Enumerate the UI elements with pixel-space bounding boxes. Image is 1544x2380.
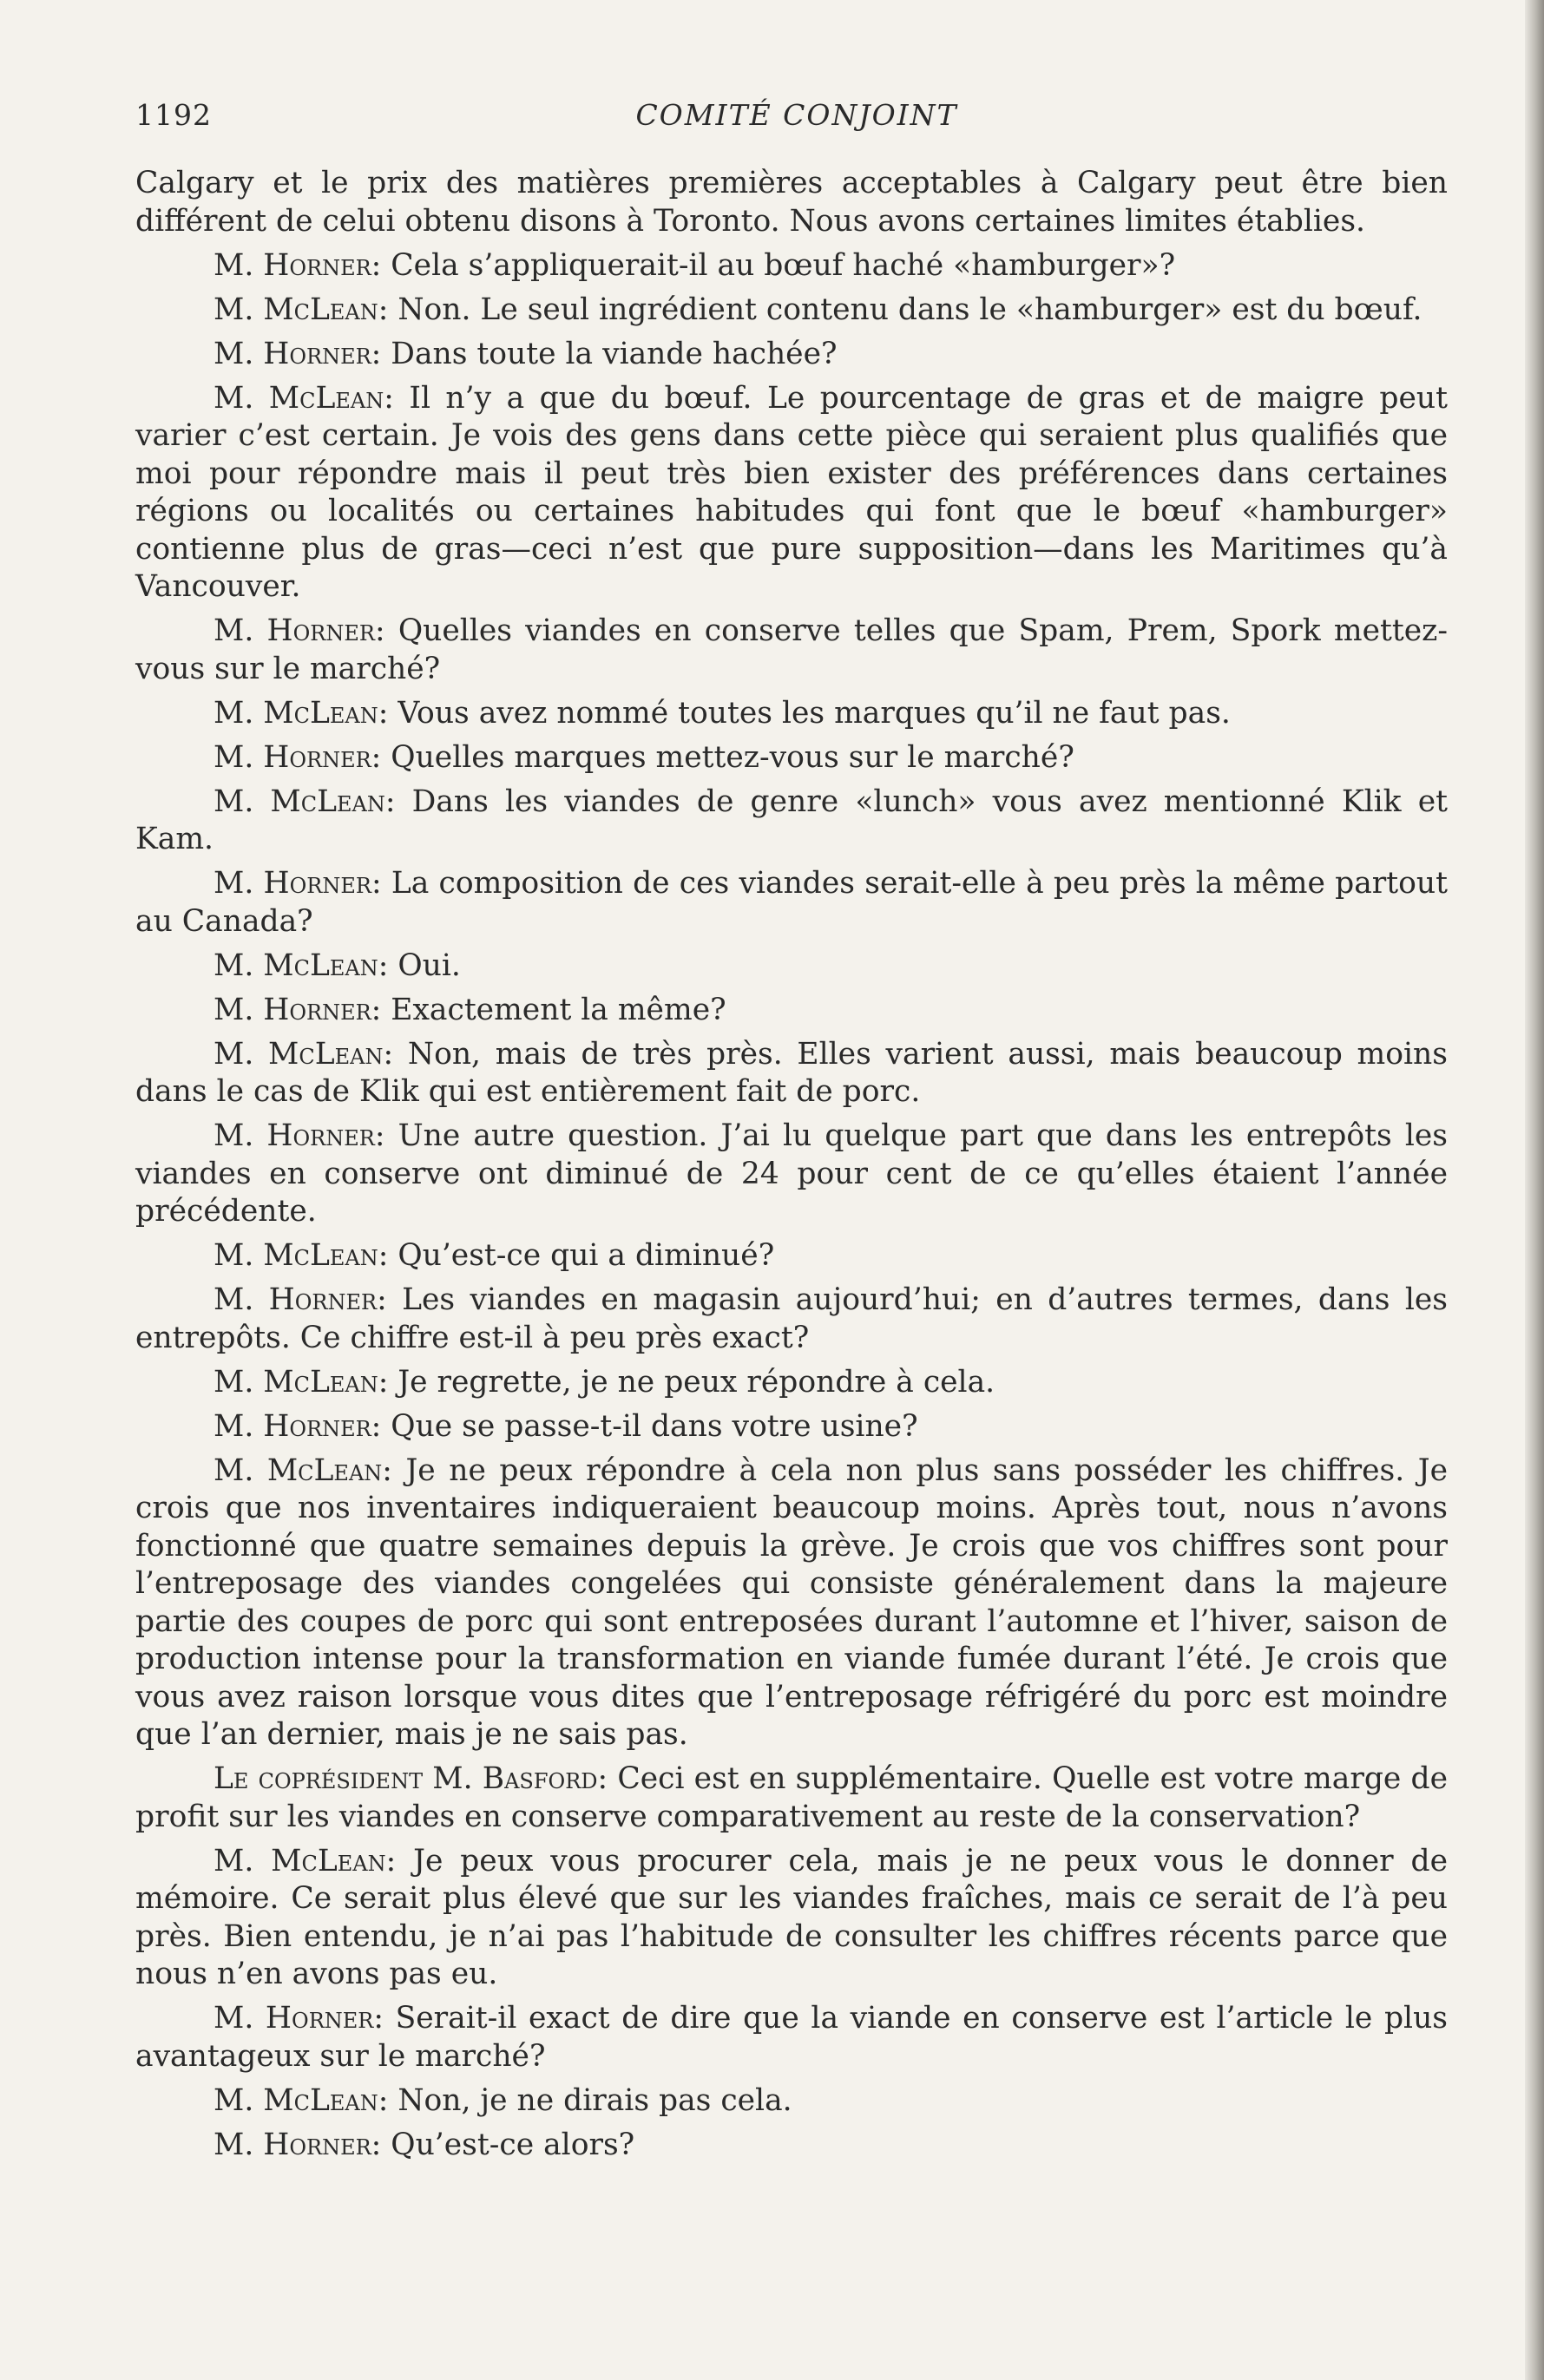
- paragraph-text: Ceci est en supplémentaire. Quelle est votre marge de profit sur les viandes en conserve comparativement au reste de la conservation?: [135, 1761, 1448, 1834]
- paragraph-text: Serait-il exact de dire que la viande en conserve est l’article le plus avantageux sur le marché?: [135, 2001, 1448, 2074]
- paragraph: [135, 2000, 1448, 2075]
- paragraph-text: Je ne peux répondre à cela non plus sans posséder les chiffres. Je crois que nos inventaires indiqueraient beaucoup moins. Après tout, nous n’avons fonctionné que quatre semaines depuis la grève. Je crois que vos chiffres sont pour l’entreposage des viandes congelées qui consiste généralement dans la majeure partie des coupes de porc qui sont entreposées durant l’automne et l’hiver, saison de production intense pour la transformation en viande fumée durant l’été. Je crois que vous avez raison lorsque vous dites que l’entreposage réfrigéré du porc est moindre que l’an dernier, mais je ne sais pas.: [135, 1452, 1449, 1752]
- speaker-name: M. Horner:: [214, 739, 382, 775]
- paragraph: [135, 613, 1448, 688]
- paragraph-text: Exactement la même?: [391, 992, 726, 1027]
- running-title: COMITÉ CONJOINT: [635, 98, 958, 132]
- paragraph: [135, 865, 1448, 941]
- paragraph-text: Vous avez nommé toutes les marques qu’il ne faut pas.: [397, 695, 1231, 731]
- speaker-name: M. McLean:: [214, 1364, 389, 1400]
- paragraph: [135, 165, 1448, 240]
- paragraph: [135, 1118, 1448, 1231]
- paragraph-text: Quelles marques mettez-vous sur le marché?: [391, 739, 1074, 775]
- paragraph-text: Dans les viandes de genre «lunch» vous avez mentionné Klik et Kam.: [135, 783, 1448, 856]
- speaker-name: M. Horner:: [214, 1282, 387, 1317]
- speaker-name: M. Horner:: [214, 992, 382, 1027]
- paragraph-text: Non, mais de très près. Elles varient aussi, mais beaucoup moins dans le cas de Klik qui est entièrement fait de porc.: [135, 1036, 1448, 1109]
- speaker-name: M. McLean:: [214, 1036, 394, 1072]
- page-header: [135, 94, 1458, 137]
- paragraph-text: Non, je ne dirais pas cela.: [397, 2082, 792, 2118]
- speaker-name: M. Horner:: [214, 247, 382, 283]
- speaker-name: M. Horner:: [214, 2127, 382, 2162]
- paragraph: [135, 1282, 1448, 1357]
- paragraph-text: Calgary et le prix des matières premières acceptables à Calgary peut être bien différent de celui obtenu disons à Toronto. Nous avons certaines limites établies.: [135, 166, 1448, 239]
- paragraph-text: Dans toute la viande hachée?: [391, 336, 838, 371]
- paragraph: [135, 1452, 1448, 1754]
- paragraph: [135, 947, 1448, 986]
- paragraph-text: Qu’est-ce alors?: [391, 2127, 635, 2162]
- paragraph: [135, 1760, 1448, 1836]
- page-edge: [1525, 0, 1544, 2380]
- paragraph: [135, 1364, 1448, 1402]
- paragraph: [135, 380, 1448, 606]
- paragraph: [135, 739, 1448, 777]
- speaker-name: M. McLean:: [214, 380, 394, 416]
- paragraph: [135, 1408, 1448, 1446]
- speaker-name: M. Horner:: [214, 1408, 382, 1444]
- document-body: [135, 165, 1448, 2171]
- speaker-name: M. McLean:: [214, 783, 396, 819]
- paragraph: [135, 292, 1448, 330]
- paragraph-text: Je regrette, je ne peux répondre à cela.: [397, 1364, 995, 1400]
- paragraph: [135, 1036, 1448, 1111]
- paragraph-text: Les viandes en magasin aujourd’hui; en d’autres termes, dans les entrepôts. Ce chiffre est-il à peu près exact?: [135, 1282, 1448, 1355]
- paragraph: [135, 336, 1448, 374]
- paragraph: [135, 695, 1448, 733]
- speaker-name: M. Horner:: [214, 613, 385, 648]
- paragraph-text: Cela s’appliquerait-il au bœuf haché «hamburger»?: [391, 247, 1176, 283]
- paragraph-text: Oui.: [397, 947, 461, 983]
- speaker-name: M. McLean:: [214, 947, 389, 983]
- paragraph-text: Quelles viandes en conserve telles que Spam, Prem, Spork mettez-vous sur le marché?: [135, 613, 1449, 686]
- speaker-name: M. McLean:: [214, 1452, 392, 1488]
- paragraph: [135, 783, 1448, 859]
- paragraph: [135, 992, 1448, 1030]
- speaker-name: M. McLean:: [214, 695, 389, 731]
- speaker-name: M. McLean:: [214, 292, 389, 327]
- paragraph: [135, 1237, 1448, 1275]
- paragraph-text: Une autre question. J’ai lu quelque part que dans les entrepôts les viandes en conserve ont diminué de 24 pour cent de ce qu’elles étaient l’année précédente.: [135, 1118, 1449, 1229]
- speaker-name: M. McLean:: [214, 1238, 389, 1273]
- paragraph-text: Qu’est-ce qui a diminué?: [397, 1238, 775, 1273]
- speaker-name: M. Horner:: [214, 336, 382, 371]
- paragraph: [135, 2127, 1448, 2165]
- speaker-name: Le coprésident M. Basford:: [214, 1761, 608, 1796]
- speaker-name: M. McLean:: [214, 1843, 397, 1878]
- paragraph: [135, 2082, 1448, 2121]
- speaker-name: M. McLean:: [214, 2082, 389, 2118]
- page-number: 1192: [135, 98, 212, 132]
- paragraph-text: Il n’y a que du bœuf. Le pourcentage de gras et de maigre peut varier c’est certain. Je vois des gens dans cette pièce qui seraient plus qualifiés que moi pour répondre mais il peut très bien exister des préférences dans certaines régions ou localités ou certaines habitudes qui font que le bœuf «hamburger» contienne plus de gras—ceci n’est que pure supposition—dans les Maritimes qu’à Vancouver.: [135, 380, 1448, 604]
- speaker-name: M. Horner:: [214, 866, 382, 901]
- paragraph-text: La composition de ces viandes serait-elle à peu près la même partout au Canada?: [135, 866, 1448, 939]
- speaker-name: M. Horner:: [214, 1118, 385, 1153]
- paragraph-text: Je peux vous procurer cela, mais je ne peux vous le donner de mémoire. Ce serait plus élevé que sur les viandes fraîches, mais ce serait de l’à peu près. Bien entendu, je n’ai pas l’habitude de consulter les chiffres récents parce que nous n’en avons pas eu.: [135, 1843, 1448, 1991]
- speaker-name: M. Horner:: [214, 2001, 384, 2036]
- paragraph-text: Que se passe-t-il dans votre usine?: [391, 1408, 918, 1444]
- paragraph: [135, 247, 1448, 285]
- paragraph: [135, 1843, 1448, 1994]
- paragraph-text: Non. Le seul ingrédient contenu dans le «hamburger» est du bœuf.: [397, 292, 1422, 327]
